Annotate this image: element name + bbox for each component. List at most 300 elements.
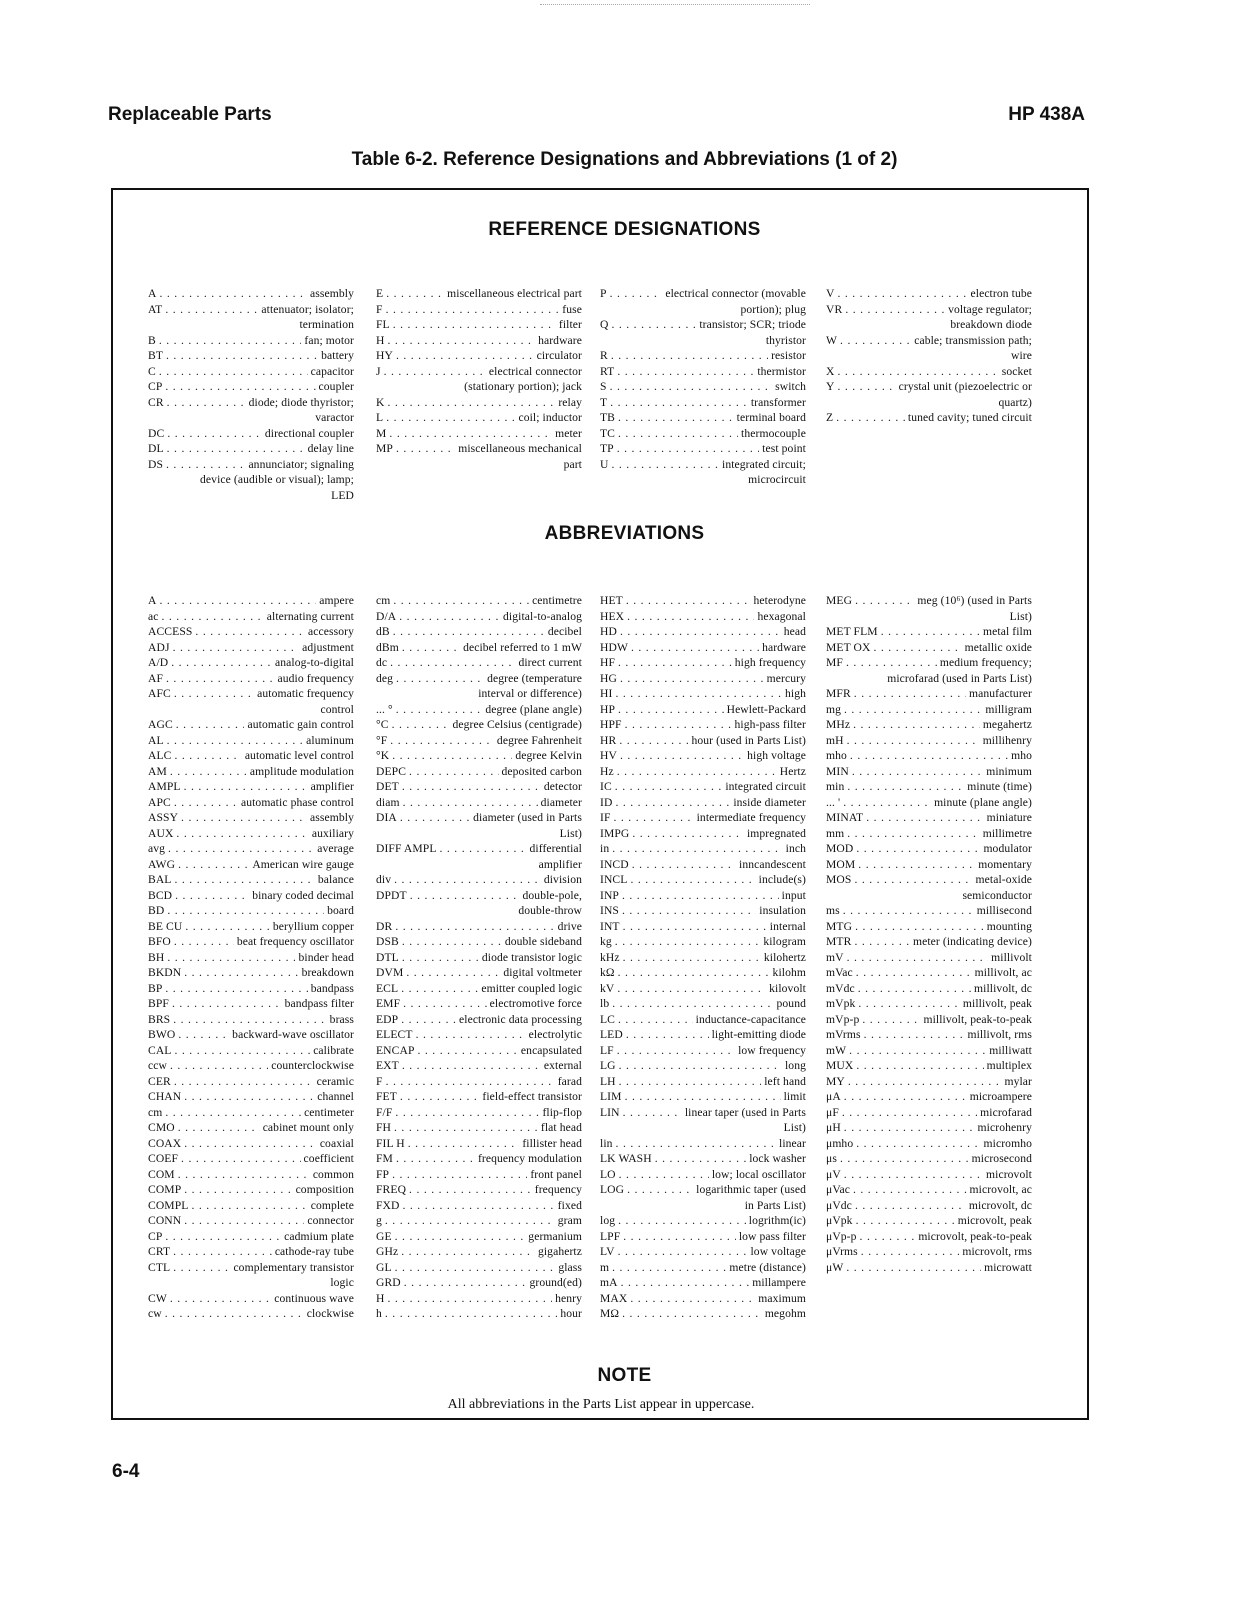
abbr-definition: inside diameter: [733, 795, 806, 809]
ref-term: DL: [148, 442, 164, 455]
ref-entry: [376, 441, 582, 472]
abbr-term: MET OX: [826, 640, 871, 654]
dot-leader: [855, 919, 984, 935]
abbr-entry: [376, 1275, 582, 1291]
dot-leader: [617, 764, 777, 780]
abbr-term: LED: [600, 1028, 623, 1041]
abbr-term: DSB: [376, 935, 399, 948]
abbr-entry: [600, 1244, 806, 1260]
ref-definition: coil; inductor: [518, 411, 582, 424]
dot-leader: [840, 1151, 969, 1167]
ref-definition: fan; motor: [304, 333, 354, 347]
abbr-entry: [148, 1213, 354, 1229]
abbr-definition: digital voltmeter: [503, 966, 582, 979]
dot-leader: [862, 1012, 920, 1028]
abbr-definition: board: [327, 904, 354, 917]
abbr-definition: microvolt, peak-to-peak: [918, 1229, 1032, 1243]
abbr-definition: milligram: [985, 702, 1032, 716]
ref-entry: [148, 379, 354, 395]
abbr-entry: [600, 1043, 806, 1059]
abbr-column-1: [148, 593, 354, 1322]
dot-leader: [881, 624, 980, 640]
ref-entry: [600, 457, 806, 488]
abbr-definition: common: [312, 1167, 354, 1181]
dot-leader: [623, 1105, 682, 1121]
dot-leader: [396, 348, 534, 364]
ref-term: RT: [600, 364, 615, 378]
ref-definition: attenuator; isolator;: [261, 302, 354, 316]
abbr-term: INP: [600, 888, 619, 902]
model-number: HP 438A: [1008, 104, 1085, 125]
abbr-entry: [826, 950, 1032, 966]
abbr-entry: [376, 1043, 582, 1059]
dot-leader: [847, 779, 964, 795]
dot-leader: [181, 1151, 301, 1167]
dot-leader: [409, 764, 498, 780]
abbr-term: HET: [600, 594, 623, 607]
dot-leader: [856, 1136, 980, 1152]
abbr-definition: millampere: [752, 1276, 806, 1289]
abbr-entry: [376, 1182, 582, 1198]
abbr-definition: field-effect transistor: [482, 1090, 582, 1103]
dot-leader: [847, 826, 979, 842]
abbr-term: mho: [826, 749, 847, 762]
dot-leader: [386, 410, 515, 426]
abbr-definition: clockwise: [306, 1307, 354, 1320]
abbr-term: A/D: [148, 656, 169, 669]
abbr-term: DIA: [376, 811, 397, 824]
abbr-term: MY: [826, 1074, 845, 1088]
abbr-definition: limit: [783, 1090, 806, 1103]
dot-leader: [406, 965, 500, 981]
abbr-term: MF: [826, 656, 843, 669]
dot-leader: [856, 965, 972, 981]
ref-entry: [148, 348, 354, 364]
abbr-definition: microvolt, rms: [962, 1245, 1032, 1258]
dot-leader: [845, 302, 945, 318]
abbr-term: MTG: [826, 919, 853, 933]
abbr-definition-continued: amplifier: [538, 857, 582, 871]
abbr-entry: [600, 965, 806, 981]
abbr-term: cw: [148, 1307, 162, 1320]
abbr-definition: miniature: [986, 811, 1032, 824]
abbr-term: APC: [148, 795, 171, 809]
abbr-entry: [600, 810, 806, 826]
dot-leader: [178, 1027, 229, 1043]
dot-leader: [165, 1306, 304, 1322]
reference-designations-heading: REFERENCE DESIGNATIONS: [488, 219, 761, 240]
abbr-definition: kilohm: [772, 966, 806, 979]
abbr-entry: [600, 624, 806, 640]
abbr-term: LC: [600, 1012, 616, 1026]
abbr-entry: [600, 686, 806, 702]
ref-definition: relay: [558, 395, 582, 409]
dot-leader: [175, 1043, 311, 1059]
dot-leader: [618, 410, 734, 426]
abbr-entry: [826, 826, 1032, 842]
ref-term: H: [376, 333, 385, 347]
abbr-definition: meter (indicating device): [912, 935, 1032, 948]
abbr-term: CHAN: [148, 1090, 182, 1103]
abbr-entry: [376, 1306, 582, 1322]
dot-leader: [610, 395, 748, 411]
abbr-definition: meg (10⁶) (used in Parts: [917, 594, 1032, 607]
dot-leader: [619, 733, 688, 749]
abbr-term: MOM: [826, 857, 856, 871]
dot-leader: [395, 1229, 526, 1245]
ref-definition-continued: part: [563, 457, 582, 471]
ref-definition: electrical connector: [488, 364, 582, 378]
dot-leader: [618, 1012, 693, 1028]
abbr-definition: beryllium copper: [272, 919, 354, 933]
abbr-definition: electromotive force: [489, 997, 582, 1010]
dot-leader: [178, 857, 249, 873]
dot-leader: [387, 395, 555, 411]
ref-definition-continued: thyristor: [765, 333, 806, 347]
abbr-entry: [600, 1058, 806, 1074]
abbr-entry: [600, 934, 806, 950]
abbr-term: °C: [376, 718, 389, 731]
dot-leader: [836, 410, 905, 426]
ref-term: V: [826, 287, 835, 300]
abbr-term: F: [376, 1074, 383, 1088]
abbr-entry: [826, 1151, 1032, 1167]
dot-leader: [622, 903, 756, 919]
dot-leader: [855, 593, 914, 609]
abbr-definition: hexagonal: [757, 609, 806, 623]
abbr-definition: megohm: [764, 1307, 806, 1320]
abbr-definition: direct current: [518, 656, 582, 669]
dot-leader: [632, 857, 736, 873]
abbr-entry: [600, 1260, 806, 1276]
abbr-term: mVrms: [826, 1028, 861, 1041]
dot-leader: [165, 379, 315, 395]
abbr-entry: [148, 996, 354, 1012]
dot-leader: [847, 950, 989, 966]
abbr-definition: encapsulated: [520, 1043, 582, 1057]
abbr-term: ms: [826, 904, 840, 917]
dot-leader: [174, 1074, 314, 1090]
abbr-definition: millivolt, dc: [974, 981, 1032, 995]
abbr-entry: [600, 981, 806, 997]
abbr-entry: [148, 717, 354, 733]
dot-leader: [617, 441, 759, 457]
abbr-term: FH: [376, 1121, 392, 1134]
abbr-definition: detector: [543, 780, 582, 793]
abbr-entry: [826, 1058, 1032, 1074]
abbr-definition: centimetre: [532, 594, 582, 607]
abbr-entry: [600, 1151, 806, 1167]
abbr-entry: [826, 795, 1032, 811]
abbr-entry: [826, 717, 1032, 733]
dot-leader: [622, 1306, 762, 1322]
abbr-definition: linear taper (used in Parts: [684, 1105, 806, 1119]
dot-leader: [165, 302, 258, 318]
abbr-term: div: [376, 873, 392, 886]
abbr-definition: amplifier: [310, 780, 354, 793]
abbr-term: MOS: [826, 873, 852, 886]
ref-term: S: [600, 380, 607, 393]
abbr-entry: [148, 1058, 354, 1074]
abbr-term: μA: [826, 1090, 841, 1103]
abbr-entry: [376, 996, 582, 1012]
dot-leader: [401, 981, 478, 997]
dot-leader: [385, 1306, 557, 1322]
abbr-definition: cadmium plate: [284, 1229, 354, 1243]
ref-entry: [600, 395, 806, 411]
abbr-definition: ceramic: [316, 1074, 354, 1088]
ref-column-4: [826, 286, 1032, 426]
ref-entry: [600, 348, 806, 364]
dot-leader: [843, 795, 931, 811]
dot-leader: [617, 364, 754, 380]
abbr-term: CMO: [148, 1121, 175, 1134]
abbr-definition: hardware: [762, 640, 806, 654]
abbr-term: MΩ: [600, 1307, 620, 1320]
abbr-definition: balance: [317, 873, 354, 886]
abbr-entry: [376, 748, 582, 764]
dot-leader: [393, 317, 556, 333]
abbr-entry: [600, 841, 806, 857]
abbr-definition: double-pole,: [522, 888, 582, 902]
abbr-term: BE CU: [148, 919, 183, 933]
dot-leader: [390, 733, 494, 749]
dot-leader: [386, 302, 560, 318]
abbr-definition: microvolt, ac: [969, 1183, 1032, 1196]
abbr-entry: [148, 1012, 354, 1028]
abbr-entry: [376, 733, 582, 749]
abbr-entry: [826, 1105, 1032, 1121]
dot-leader: [400, 810, 470, 826]
abbr-term: MIN: [826, 764, 849, 778]
dot-leader: [612, 1260, 726, 1276]
abbr-definition: manufacturer: [969, 687, 1032, 700]
dot-leader: [175, 872, 315, 888]
abbr-definition: lock washer: [749, 1152, 806, 1165]
dot-leader: [396, 1151, 475, 1167]
abbr-term: deg: [376, 671, 394, 685]
abbr-entry: [148, 903, 354, 919]
abbr-term: INT: [600, 919, 620, 933]
abbr-term: AWG: [148, 857, 176, 871]
dot-leader: [854, 686, 966, 702]
abbr-entry: [600, 919, 806, 935]
abbr-definition: hour: [560, 1307, 582, 1320]
abbr-term: ID: [600, 795, 613, 809]
ref-definition: crystal unit (piezoelectric or: [898, 380, 1032, 393]
dot-leader: [843, 903, 974, 919]
abbr-definition: assembly: [310, 811, 354, 824]
dot-leader: [166, 348, 318, 364]
abbr-entry: [148, 624, 354, 640]
ref-entry: [376, 348, 582, 364]
abbr-definition: logarithmic taper (used: [696, 1183, 806, 1196]
abbr-term: DET: [376, 780, 399, 793]
abbr-entry: [826, 934, 1032, 950]
abbr-entry: [148, 1260, 354, 1291]
dot-leader: [394, 872, 541, 888]
abbr-entry: [600, 655, 806, 671]
dot-leader: [181, 810, 307, 826]
abbr-definition: hour (used in Parts List): [691, 733, 806, 747]
abbr-term: Hz: [600, 764, 614, 778]
ref-term: Q: [600, 318, 609, 331]
dot-leader: [622, 888, 779, 904]
dot-leader: [390, 655, 515, 671]
abbr-definition: left hand: [764, 1074, 806, 1088]
abbr-entry: [600, 702, 806, 718]
dot-leader: [627, 609, 754, 625]
ref-definition: terminal board: [736, 411, 806, 424]
ref-entry: [376, 317, 582, 333]
abbr-definition: analog-to-digital: [275, 656, 354, 669]
ref-definition: transistor; SCR; triode: [699, 318, 806, 331]
abbr-definition: mho: [1011, 749, 1032, 762]
abbr-definition: beat frequency oscillator: [236, 935, 354, 948]
abbr-term: ASSY: [148, 811, 179, 824]
ref-definition-continued: microcircuit: [748, 473, 806, 486]
abbr-term: kHz: [600, 950, 620, 964]
abbr-definition: internal: [769, 919, 806, 933]
dot-leader: [618, 655, 732, 671]
abbr-term: LH: [600, 1074, 616, 1088]
abbr-entry: [148, 671, 354, 687]
abbr-entry: [600, 1027, 806, 1043]
ref-column-3: [600, 286, 806, 488]
abbr-term: COMPL: [148, 1198, 189, 1212]
abbr-column-4: [826, 593, 1032, 1275]
dot-leader: [171, 655, 272, 671]
abbr-entry: [148, 981, 354, 997]
abbr-entry: [376, 764, 582, 780]
abbr-definition: aluminum: [306, 733, 354, 747]
abbr-definition: gigahertz: [537, 1245, 582, 1258]
abbr-entry: [376, 655, 582, 671]
abbr-term: FXD: [376, 1198, 400, 1212]
abbr-term: ... ': [826, 795, 841, 809]
abbr-entry: [600, 779, 806, 795]
dot-leader: [619, 1058, 782, 1074]
dot-leader: [623, 950, 761, 966]
dot-leader: [858, 981, 971, 997]
abbr-term: DR: [376, 919, 393, 933]
abbr-definition: breakdown: [301, 966, 354, 979]
abbr-term: H: [376, 1291, 385, 1305]
abbr-term: mm: [826, 826, 845, 840]
dot-leader: [396, 441, 455, 457]
dot-leader: [403, 996, 487, 1012]
abbr-entry: [600, 826, 806, 842]
abbr-term: GE: [376, 1229, 392, 1243]
dot-leader: [854, 872, 972, 888]
abbr-entry: [148, 640, 354, 656]
abbr-entry: [376, 1136, 582, 1152]
dot-leader: [170, 1058, 268, 1074]
abbr-definition-continued: in Parts List): [744, 1198, 806, 1212]
dot-leader: [861, 1244, 960, 1260]
abbr-entry: [148, 1074, 354, 1090]
abbr-entry: [376, 872, 582, 888]
abbr-definition: automatic level control: [244, 749, 354, 762]
dot-leader: [408, 1136, 520, 1152]
abbr-entry: [826, 748, 1032, 764]
abbr-definition: metal-oxide: [975, 873, 1032, 886]
dot-leader: [858, 857, 975, 873]
ref-definition: voltage regulator;: [948, 302, 1032, 316]
abbr-entry: [376, 1058, 582, 1074]
abbr-entry: [826, 1198, 1032, 1214]
ref-term: TP: [600, 442, 614, 455]
abbr-definition: Hewlett-Packard: [726, 702, 806, 716]
abbr-definition: amplitude modulation: [249, 764, 354, 778]
abbr-entry: [826, 764, 1032, 780]
abbr-definition: intermediate frequency: [696, 811, 806, 824]
abbr-definition: external: [543, 1059, 582, 1072]
abbr-entry: [826, 872, 1032, 903]
abbr-entry: [826, 981, 1032, 997]
abbr-term: MTR: [826, 935, 852, 948]
abbr-term: AF: [148, 671, 164, 685]
abbr-entry: [600, 609, 806, 625]
dot-leader: [615, 779, 723, 795]
abbr-definition: momentary: [978, 857, 1032, 871]
abbr-definition: kilogram: [763, 935, 806, 948]
dot-leader: [402, 779, 541, 795]
abbr-definition: medium frequency;: [939, 656, 1032, 669]
ref-term: DC: [148, 426, 165, 440]
dot-leader: [396, 702, 483, 718]
abbr-entry: [376, 640, 582, 656]
abbr-term: avg: [148, 842, 166, 855]
dot-leader: [400, 1089, 479, 1105]
abbr-definition-continued: List): [1009, 609, 1032, 623]
abbr-definition: front panel: [530, 1167, 582, 1181]
ref-entry: [148, 364, 354, 380]
ref-entry: [600, 364, 806, 380]
abbr-term: μs: [826, 1152, 837, 1165]
dot-leader: [440, 841, 527, 857]
abbr-entry: [600, 1105, 806, 1136]
dot-leader: [395, 919, 554, 935]
dot-leader: [630, 1291, 755, 1307]
dot-leader: [174, 686, 254, 702]
abbr-term: AGC: [148, 718, 173, 731]
abbr-entry: [600, 1089, 806, 1105]
dot-leader: [853, 1182, 967, 1198]
abbr-definition: farad: [557, 1074, 582, 1088]
abbr-term: °F: [376, 733, 388, 747]
dot-leader: [176, 826, 308, 842]
dot-leader: [399, 609, 500, 625]
abbr-definition: millihenry: [982, 733, 1032, 747]
abbr-term: mVpk: [826, 997, 856, 1010]
abbr-entry: [826, 686, 1032, 702]
ref-term: W: [826, 333, 838, 347]
abbr-entry: [148, 1198, 354, 1214]
abbr-entry: [600, 1213, 806, 1229]
abbr-term: BAL: [148, 873, 172, 886]
abbr-term: ELECT: [376, 1028, 413, 1041]
abbr-definition: audio frequency: [277, 671, 354, 685]
abbr-term: IMPG: [600, 826, 630, 840]
abbr-entry: [148, 1120, 354, 1136]
abbr-entry: [376, 1012, 582, 1028]
abbr-definition: binder head: [298, 950, 354, 964]
abbr-term: μW: [826, 1260, 844, 1274]
abbr-entry: [826, 857, 1032, 873]
abbr-entry: [600, 888, 806, 904]
abbr-definition: microwatt: [984, 1260, 1032, 1274]
